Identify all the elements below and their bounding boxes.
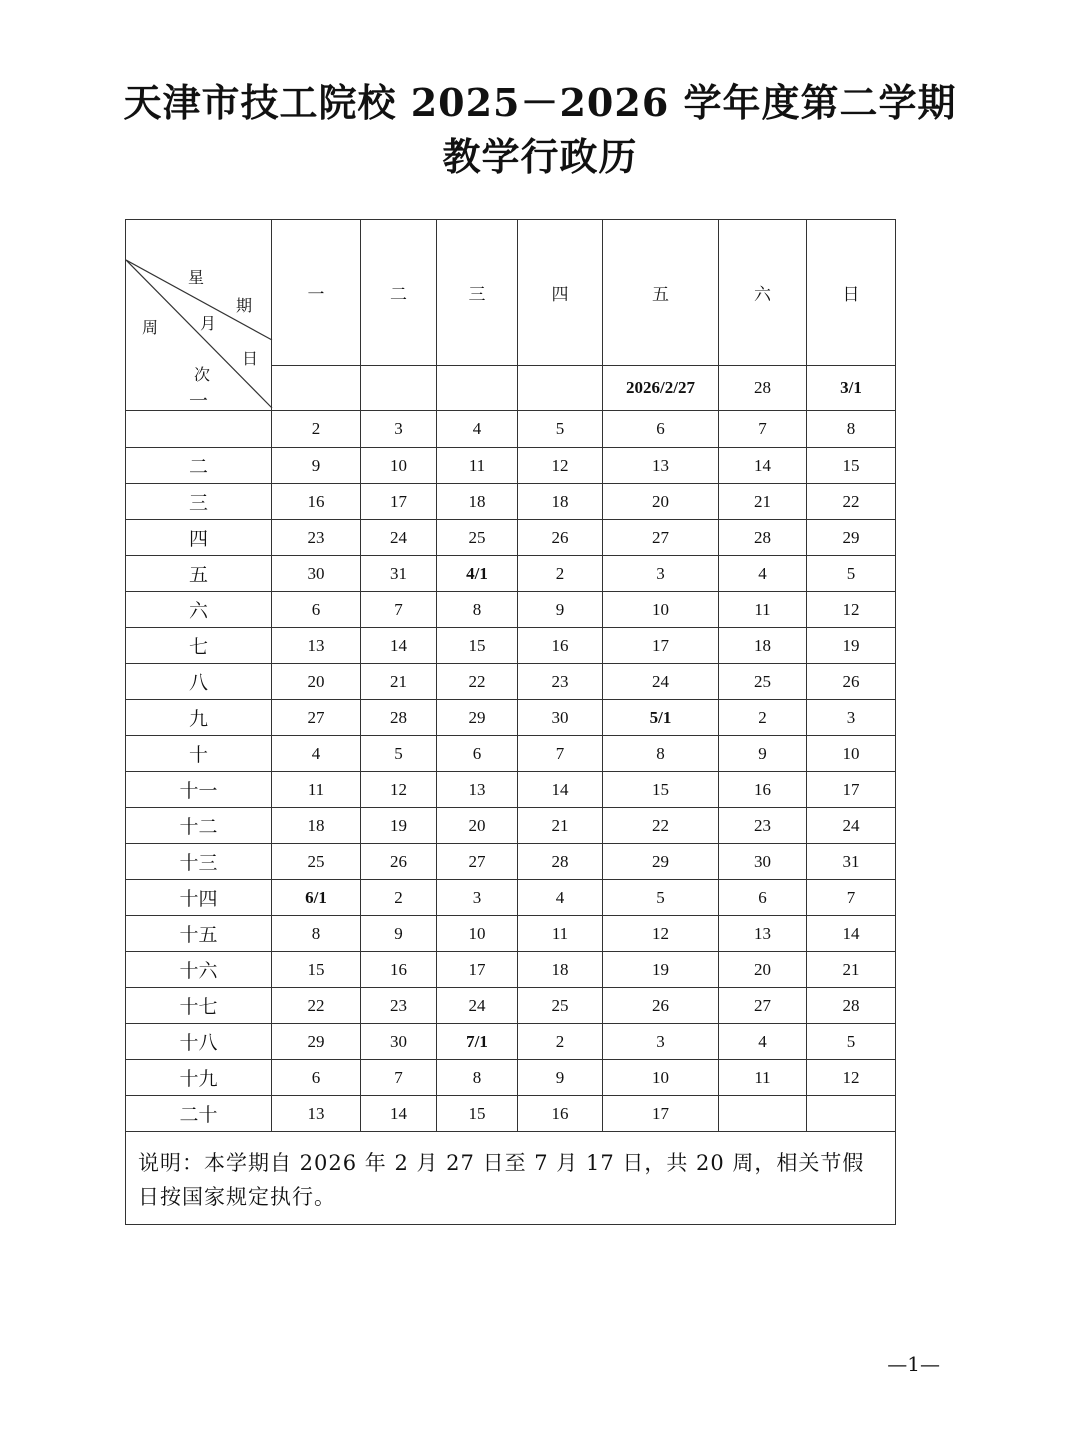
weekday-header: 四	[518, 220, 603, 366]
day-cell: 25	[437, 520, 518, 556]
day-cell: 23	[361, 988, 437, 1024]
week-label: 十二	[126, 808, 272, 844]
day-cell: 28	[807, 988, 896, 1024]
week-row	[126, 664, 896, 700]
day-cell: 21	[807, 952, 896, 988]
day-cell: 7	[361, 592, 437, 628]
day-cell: 13	[603, 448, 719, 484]
day-cell	[437, 366, 518, 411]
day-cell: 5/1	[603, 700, 719, 736]
weekday-header: 六	[719, 220, 807, 366]
week-label: 十五	[126, 916, 272, 952]
week-label: 九	[126, 700, 272, 736]
day-cell: 4	[719, 1024, 807, 1060]
day-cell: 17	[361, 484, 437, 520]
day-cell: 2	[272, 411, 361, 448]
day-cell: 9	[272, 448, 361, 484]
day-cell: 20	[437, 808, 518, 844]
day-cell: 12	[361, 772, 437, 808]
week-label: 十七	[126, 988, 272, 1024]
day-cell: 29	[437, 700, 518, 736]
day-cell: 11	[437, 448, 518, 484]
day-cell: 7	[361, 1060, 437, 1096]
day-cell: 24	[437, 988, 518, 1024]
day-cell: 25	[518, 988, 603, 1024]
day-cell: 18	[272, 808, 361, 844]
day-cell: 6	[272, 592, 361, 628]
day-cell: 4	[437, 411, 518, 448]
day-cell: 30	[272, 556, 361, 592]
week-row	[126, 628, 896, 664]
weekday-header: 二	[361, 220, 437, 366]
day-cell: 10	[807, 736, 896, 772]
day-cell: 11	[719, 592, 807, 628]
day-cell: 8	[603, 736, 719, 772]
week-row	[126, 592, 896, 628]
document-title-line2: 教学行政历	[442, 134, 638, 179]
day-cell: 23	[272, 520, 361, 556]
corner-label-ci: 次	[194, 365, 211, 384]
day-cell: 24	[603, 664, 719, 700]
day-cell	[518, 366, 603, 411]
week-row	[126, 1024, 896, 1060]
day-cell: 5	[807, 556, 896, 592]
day-cell: 6	[437, 736, 518, 772]
day-cell: 13	[719, 916, 807, 952]
day-cell: 9	[719, 736, 807, 772]
week-label: 八	[126, 664, 272, 700]
week-row	[126, 1060, 896, 1096]
week-label: 五	[126, 556, 272, 592]
day-cell: 28	[719, 520, 807, 556]
day-cell: 30	[719, 844, 807, 880]
day-cell: 26	[361, 844, 437, 880]
week-row	[126, 844, 896, 880]
day-cell: 6	[719, 880, 807, 916]
corner-label-xing: 星	[188, 268, 205, 287]
day-cell: 3	[603, 1024, 719, 1060]
weekday-header: 五	[603, 220, 719, 366]
day-cell: 2	[518, 1024, 603, 1060]
note-row	[126, 1132, 896, 1225]
day-cell: 21	[719, 484, 807, 520]
day-cell: 27	[719, 988, 807, 1024]
week-row	[126, 772, 896, 808]
day-cell: 8	[272, 916, 361, 952]
day-cell: 16	[361, 952, 437, 988]
day-cell: 16	[518, 628, 603, 664]
day-cell: 4	[518, 880, 603, 916]
week-row	[126, 736, 896, 772]
day-cell: 18	[518, 484, 603, 520]
day-cell	[272, 366, 361, 411]
week-row	[126, 880, 896, 916]
week-label: 六	[126, 592, 272, 628]
week-row	[126, 448, 896, 484]
week-label: 四	[126, 520, 272, 556]
week-1-row-b	[126, 411, 896, 448]
day-cell: 24	[361, 520, 437, 556]
day-cell: 3	[361, 411, 437, 448]
week-label: 七	[126, 628, 272, 664]
day-cell: 4	[719, 556, 807, 592]
day-cell: 23	[518, 664, 603, 700]
day-cell: 15	[437, 628, 518, 664]
day-cell: 16	[719, 772, 807, 808]
day-cell: 3	[437, 880, 518, 916]
corner-label-zhou: 周	[142, 318, 159, 337]
day-cell: 7	[807, 880, 896, 916]
day-cell: 19	[361, 808, 437, 844]
day-cell: 10	[361, 448, 437, 484]
day-cell: 30	[518, 700, 603, 736]
day-cell: 15	[437, 1096, 518, 1132]
day-cell: 20	[272, 664, 361, 700]
day-cell: 10	[603, 1060, 719, 1096]
week-label: 十六	[126, 952, 272, 988]
day-cell: 22	[272, 988, 361, 1024]
day-cell: 12	[807, 592, 896, 628]
day-cell: 13	[437, 772, 518, 808]
week-row	[126, 952, 896, 988]
day-cell: 9	[518, 1060, 603, 1096]
week-label-cell	[126, 389, 272, 448]
day-cell: 4/1	[437, 556, 518, 592]
day-cell: 15	[603, 772, 719, 808]
week-label: 三	[126, 484, 272, 520]
day-cell: 18	[437, 484, 518, 520]
day-cell: 7	[518, 736, 603, 772]
day-cell: 23	[719, 808, 807, 844]
day-cell: 22	[437, 664, 518, 700]
day-cell: 8	[807, 411, 896, 448]
day-cell: 21	[361, 664, 437, 700]
day-cell: 19	[603, 952, 719, 988]
day-cell: 12	[807, 1060, 896, 1096]
week-label: 十三	[126, 844, 272, 880]
week-label: 二十	[126, 1096, 272, 1132]
week-label: 十一	[126, 772, 272, 808]
note-text: 说明：本学期自 2026 年 2 月 27 日至 7 月 17 日，共 20 周，相关节假日按国家规定执行。	[126, 1132, 896, 1225]
day-cell: 13	[272, 1096, 361, 1132]
day-cell: 6	[272, 1060, 361, 1096]
day-cell: 13	[272, 628, 361, 664]
day-cell: 29	[807, 520, 896, 556]
day-cell: 24	[807, 808, 896, 844]
week-label: 一	[188, 389, 208, 412]
day-cell: 17	[603, 628, 719, 664]
day-cell	[719, 1096, 807, 1132]
week-row	[126, 988, 896, 1024]
day-cell: 11	[719, 1060, 807, 1096]
week-label: 十九	[126, 1060, 272, 1096]
day-cell: 14	[719, 448, 807, 484]
day-cell: 28	[361, 700, 437, 736]
header-row	[126, 220, 896, 366]
day-cell: 14	[807, 916, 896, 952]
day-cell: 15	[272, 952, 361, 988]
day-cell: 31	[807, 844, 896, 880]
day-cell: 28	[518, 844, 603, 880]
day-cell: 26	[807, 664, 896, 700]
day-cell	[361, 366, 437, 411]
day-cell: 4	[272, 736, 361, 772]
day-cell: 2026/2/27	[603, 366, 719, 411]
week-label: 十四	[126, 880, 272, 916]
day-cell: 25	[719, 664, 807, 700]
week-row	[126, 808, 896, 844]
day-cell: 29	[272, 1024, 361, 1060]
day-cell: 26	[603, 988, 719, 1024]
day-cell: 18	[518, 952, 603, 988]
week-row	[126, 700, 896, 736]
day-cell: 9	[518, 592, 603, 628]
week-row	[126, 556, 896, 592]
day-cell: 8	[437, 592, 518, 628]
day-cell: 5	[361, 736, 437, 772]
day-cell: 29	[603, 844, 719, 880]
day-cell: 6/1	[272, 880, 361, 916]
day-cell: 11	[272, 772, 361, 808]
day-cell	[807, 1096, 896, 1132]
day-cell: 6	[603, 411, 719, 448]
day-cell: 8	[437, 1060, 518, 1096]
day-cell: 22	[807, 484, 896, 520]
day-cell: 27	[437, 844, 518, 880]
day-cell: 2	[361, 880, 437, 916]
week-label: 十八	[126, 1024, 272, 1060]
day-cell: 3/1	[807, 366, 896, 411]
day-cell: 15	[807, 448, 896, 484]
week-row	[126, 520, 896, 556]
day-cell: 10	[437, 916, 518, 952]
day-cell: 11	[518, 916, 603, 952]
day-cell: 16	[518, 1096, 603, 1132]
day-cell: 28	[719, 366, 807, 411]
week-row	[126, 484, 896, 520]
day-cell: 3	[807, 700, 896, 736]
corner-header-cell	[126, 220, 272, 411]
weekday-header: 一	[272, 220, 361, 366]
day-cell: 26	[518, 520, 603, 556]
day-cell: 14	[518, 772, 603, 808]
day-cell: 3	[603, 556, 719, 592]
day-cell: 27	[603, 520, 719, 556]
day-cell: 19	[807, 628, 896, 664]
day-cell: 17	[807, 772, 896, 808]
day-cell: 21	[518, 808, 603, 844]
day-cell: 5	[603, 880, 719, 916]
weekday-header: 日	[807, 220, 896, 366]
day-cell: 14	[361, 1096, 437, 1132]
day-cell: 12	[518, 448, 603, 484]
day-cell: 5	[518, 411, 603, 448]
day-cell: 7/1	[437, 1024, 518, 1060]
calendar-table	[125, 219, 896, 1225]
day-cell: 27	[272, 700, 361, 736]
day-cell: 10	[603, 592, 719, 628]
document-title-line1: 天津市技工院校 2025－2026 学年度第二学期	[123, 80, 957, 125]
weekday-header: 三	[437, 220, 518, 366]
day-cell: 18	[719, 628, 807, 664]
week-label: 十	[126, 736, 272, 772]
corner-label-ri: 日	[242, 349, 259, 368]
day-cell: 31	[361, 556, 437, 592]
week-row	[126, 1096, 896, 1132]
day-cell: 5	[807, 1024, 896, 1060]
corner-label-yue: 月	[200, 314, 217, 333]
day-cell: 14	[361, 628, 437, 664]
day-cell: 20	[719, 952, 807, 988]
day-cell: 7	[719, 411, 807, 448]
day-cell: 20	[603, 484, 719, 520]
day-cell: 17	[603, 1096, 719, 1132]
day-cell: 9	[361, 916, 437, 952]
page-number: —1—	[887, 1352, 940, 1376]
day-cell: 25	[272, 844, 361, 880]
day-cell: 17	[437, 952, 518, 988]
day-cell: 30	[361, 1024, 437, 1060]
week-label: 二	[126, 448, 272, 484]
day-cell: 2	[719, 700, 807, 736]
day-cell: 16	[272, 484, 361, 520]
day-cell: 12	[603, 916, 719, 952]
week-row	[126, 916, 896, 952]
day-cell: 2	[518, 556, 603, 592]
corner-label-qi: 期	[236, 296, 253, 315]
day-cell: 22	[603, 808, 719, 844]
